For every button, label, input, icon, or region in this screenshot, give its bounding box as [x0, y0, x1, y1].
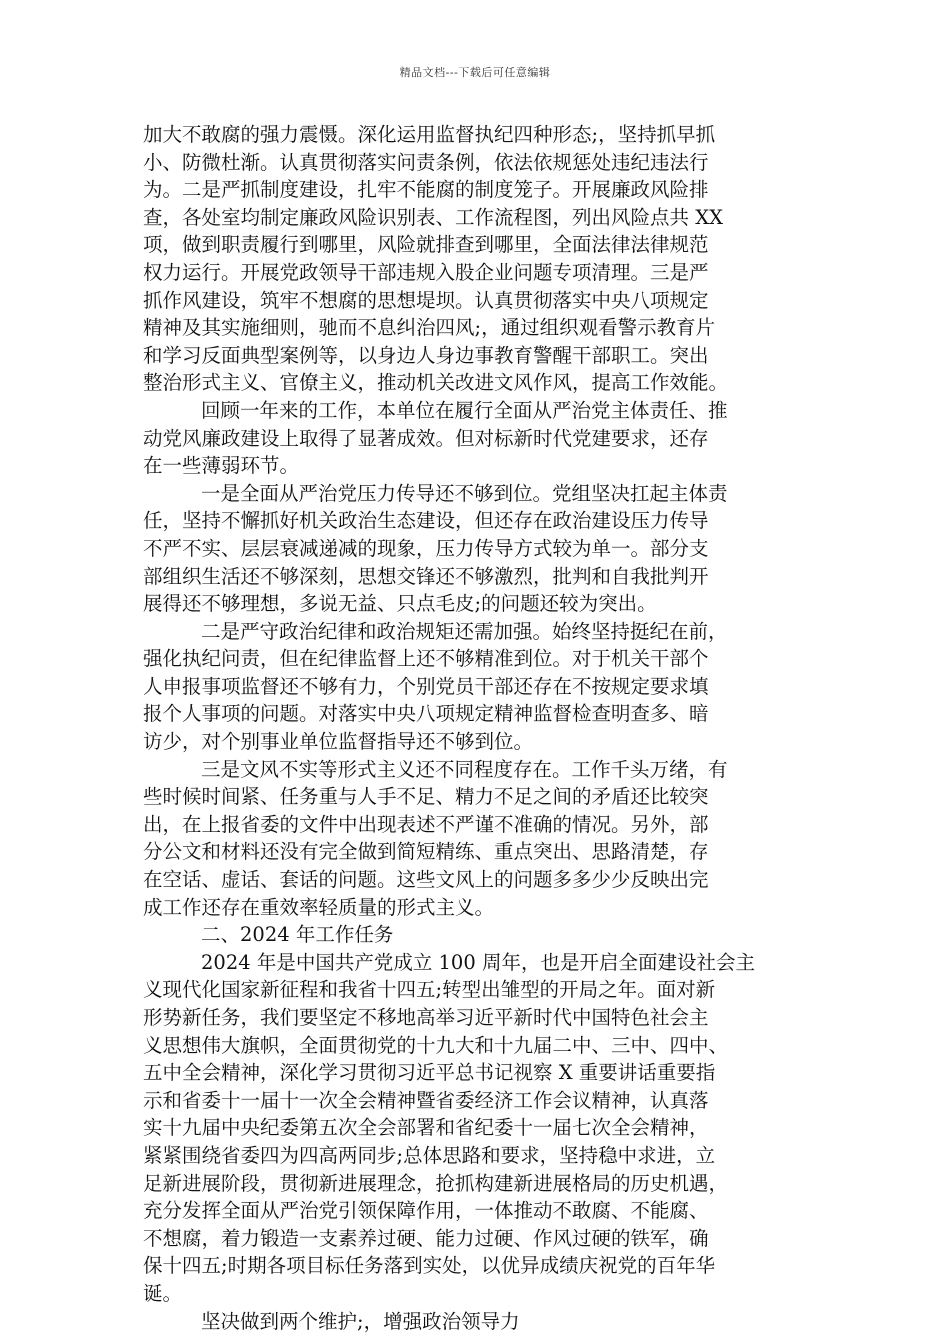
text-line: 实十九届中央纪委第五次全会部署和省纪委十一届七次全会精神， [143, 1116, 709, 1140]
text-line: 任，坚持不懈抓好机关政治生态建设，但还存在政治建设压力传导 [143, 509, 709, 533]
text-line: 人申报事项监督还不够有力，个别党员干部还存在不按规定要求填 [143, 674, 709, 698]
text-line: 些时候时间紧、任务重与人手不足、精力不足之间的矛盾还比较突 [143, 785, 709, 809]
text-line: 出，在上报省委的文件中出现表述不严谨不准确的情况。另外，部 [143, 812, 709, 836]
document-body [143, 121, 809, 1335]
text-line: 紧紧围绕省委四为四高两同步;总体思路和要求，坚持稳中求进，立 [143, 1143, 716, 1167]
text-line: 为。二是严抓制度建设，扎牢不能腐的制度笼子。开展廉政风险排 [143, 178, 709, 202]
text-line: 权力运行。开展党政领导干部违规入股企业问题专项清理。三是严 [143, 260, 709, 284]
text-line: 在一些薄弱环节。 [143, 454, 300, 478]
text-line: 成工作还存在重效率轻质量的形式主义。 [143, 895, 495, 919]
text-line: 坚决做到两个维护;，增强政治领导力 [201, 1309, 520, 1333]
text-line: 报个人事项的问题。对落实中央八项规定精神监督检查明查多、暗 [143, 702, 709, 726]
text-line: 五中全会精神，深化学习贯彻习近平总书记视察 X 重要讲话重要指 [143, 1061, 716, 1085]
text-line: 动党风廉政建设上取得了显著成效。但对标新时代党建要求，还存 [143, 426, 709, 450]
text-line: 二、2024 年工作任务 [201, 923, 394, 947]
text-line: 分公文和材料还没有完全做到简短精练、重点突出、思路清楚，存 [143, 840, 709, 864]
text-line: 小、防微杜渐。认真贯彻落实问责条例，依法依规惩处违纪违法行 [143, 150, 709, 174]
text-line: 精神及其实施细则，驰而不息纠治四风;，通过组织观看警示教育片 [143, 316, 716, 340]
text-line: 项，做到职责履行到哪里，风险就排查到哪里，全面法律法律规范 [143, 233, 709, 257]
text-line: 诞。 [143, 1281, 183, 1305]
text-line: 保十四五;时期各项目标任务落到实处，以优异成绩庆祝党的百年华 [143, 1254, 716, 1278]
text-line: 一是全面从严治党压力传导还不够到位。党组坚决扛起主体责 [201, 481, 728, 505]
page-header: 精品文档---下载后可任意编辑 [399, 66, 551, 79]
text-line: 二是严守政治纪律和政治规矩还需加强。始终坚持挺纪在前， [201, 619, 728, 643]
text-line: 义思想伟大旗帜，全面贯彻党的十九大和十九届二中、三中、四中、 [143, 1033, 729, 1057]
text-line: 充分发挥全面从严治党引领保障作用，一体推动不敢腐、不能腐、 [143, 1199, 709, 1223]
text-line: 义现代化国家新征程和我省十四五;转型出雏型的开局之年。面对新 [143, 978, 716, 1002]
text-line: 展得还不够理想，多说无益、只点毛皮;的问题还较为突出。 [143, 592, 657, 616]
text-line: 2024 年是中国共产党成立 100 周年，也是开启全面建设社会主 [201, 950, 755, 974]
text-line: 回顾一年来的工作，本单位在履行全面从严治党主体责任、推 [201, 398, 728, 422]
text-line: 形势新任务，我们要坚定不移地高举习近平新时代中国特色社会主 [143, 1006, 709, 1029]
text-line: 不想腐，着力锻造一支素养过硬、能力过硬、作风过硬的铁军，确 [143, 1226, 709, 1250]
text-line: 和学习反面典型案例等，以身边人身边事教育警醒干部职工。突出 [143, 343, 709, 367]
text-line: 不严不实、层层衰减递减的现象，压力传导方式较为单一。部分支 [143, 536, 709, 560]
text-line: 访少，对个别事业单位监督指导还不够到位。 [143, 730, 534, 754]
text-line: 查，各处室均制定廉政风险识别表、工作流程图，列出风险点共 XX [143, 205, 723, 229]
text-line: 抓作风建设，筑牢不想腐的思想堤坝。认真贯彻落实中央八项规定 [143, 288, 709, 312]
text-line: 加大不敢腐的强力震慑。深化运用监督执纪四种形态;，坚持抓早抓 [143, 123, 716, 146]
text-line: 足新进展阶段，贯彻新进展理念，抢抓构建新进展格局的历史机遇， [143, 1171, 729, 1195]
text-line: 强化执纪问责，但在纪律监督上还不够精准到位。对于机关干部个 [143, 647, 709, 671]
text-line: 三是文风不实等形式主义还不同程度存在。工作千头万绪，有 [201, 757, 728, 781]
text-line: 在空话、虚话、套话的问题。这些文风上的问题多多少少反映出完 [143, 868, 709, 892]
text-line: 整治形式主义、官僚主义，推动机关改进文风作风，提高工作效能。 [143, 371, 729, 395]
text-line: 部组织生活还不够深刻，思想交锋还不够激烈，批判和自我批判开 [143, 564, 709, 588]
text-line: 示和省委十一届十一次全会精神暨省委经济工作会议精神，认真落 [143, 1088, 709, 1112]
